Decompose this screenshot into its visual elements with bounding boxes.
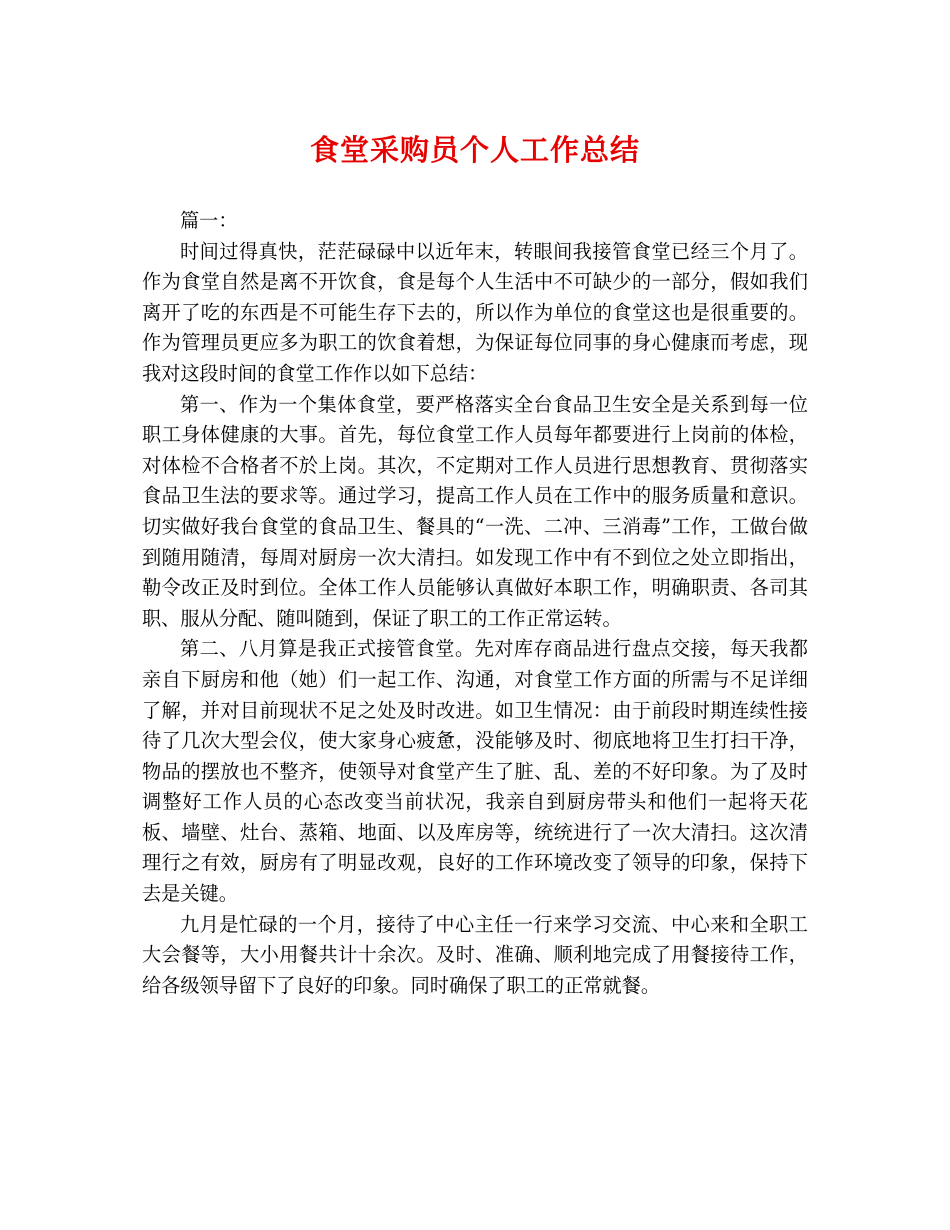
paragraph-section-label: 篇一： xyxy=(180,209,238,232)
document-title: 食堂采购员个人工作总结 xyxy=(309,133,640,167)
paragraph-first-point: 第一、作为一个集体食堂，要严格落实全台食品卫生安全是关系到每一位职工身体健康的大事。首先，每位食堂工作人员每年都要进行上岗前的体检，对体检不合格者不於上岗。其次，不定期对工作人员进行思想教育、贯彻落实食品卫生法的要求等。通过学习，提高工作人员在工作中的服务质量和意识。切实做好我台食堂的食品卫生、餐具的“一洗、二冲、三消毒”工作，工做台做到随用随清，每周对厨房一次大清扫。如发现工作中有不到位之处立即指出，勒令改正及时到位。全体工作人员能够认真做好本职工作，明确职责、各司其职、服从分配、随叫随到，保证了职工的工作正常运转。 xyxy=(142,392,808,630)
document-body xyxy=(142,206,808,1001)
paragraph-intro: 时间过得真快，茫茫碌碌中以近年末，转眼间我接管食堂已经三个月了。作为食堂自然是离不开饮食，食是每个人生活中不可缺少的一部分，假如我们离开了吃的东西是不可能生存下去的，所以作为单位的食堂这也是很重要的。作为管理员更应多为职工的饮食着想，为保证每位同事的身心健康而考虑，现我对这段时间的食堂工作作以如下总结： xyxy=(142,239,808,385)
paragraph-second-point: 第二、八月算是我正式接管食堂。先对库存商品进行盘点交接，每天我都亲自下厨房和他（她）们一起工作、沟通，对食堂工作方面的所需与不足详细了解，并对目前现状不足之处及时改进。如卫生情况：由于前段时期连续性接待了几次大型会仪，使大家身心疲惫，没能够及时、彻底地将卫生打扫干净，物品的摆放也不整齐，使领导对食堂产生了脏、乱、差的不好印象。为了及时调整好工作人员的心态改变当前状况，我亲自到厨房带头和他们一起将天花板、墙壁、灶台、蒸箱、地面、以及库房等，统统进行了一次大清扫。这次清理行之有效，厨房有了明显改观，良好的工作环境改变了领导的印象，保持下去是关键。 xyxy=(142,637,808,906)
paragraph-september: 九月是忙碌的一个月，接待了中心主任一行来学习交流、中心来和全职工大会餐等，大小用餐共计十余次。及时、准确、顺利地完成了用餐接待工作，给各级领导留下了良好的印象。同时确保了职工的正常就餐。 xyxy=(142,912,808,997)
